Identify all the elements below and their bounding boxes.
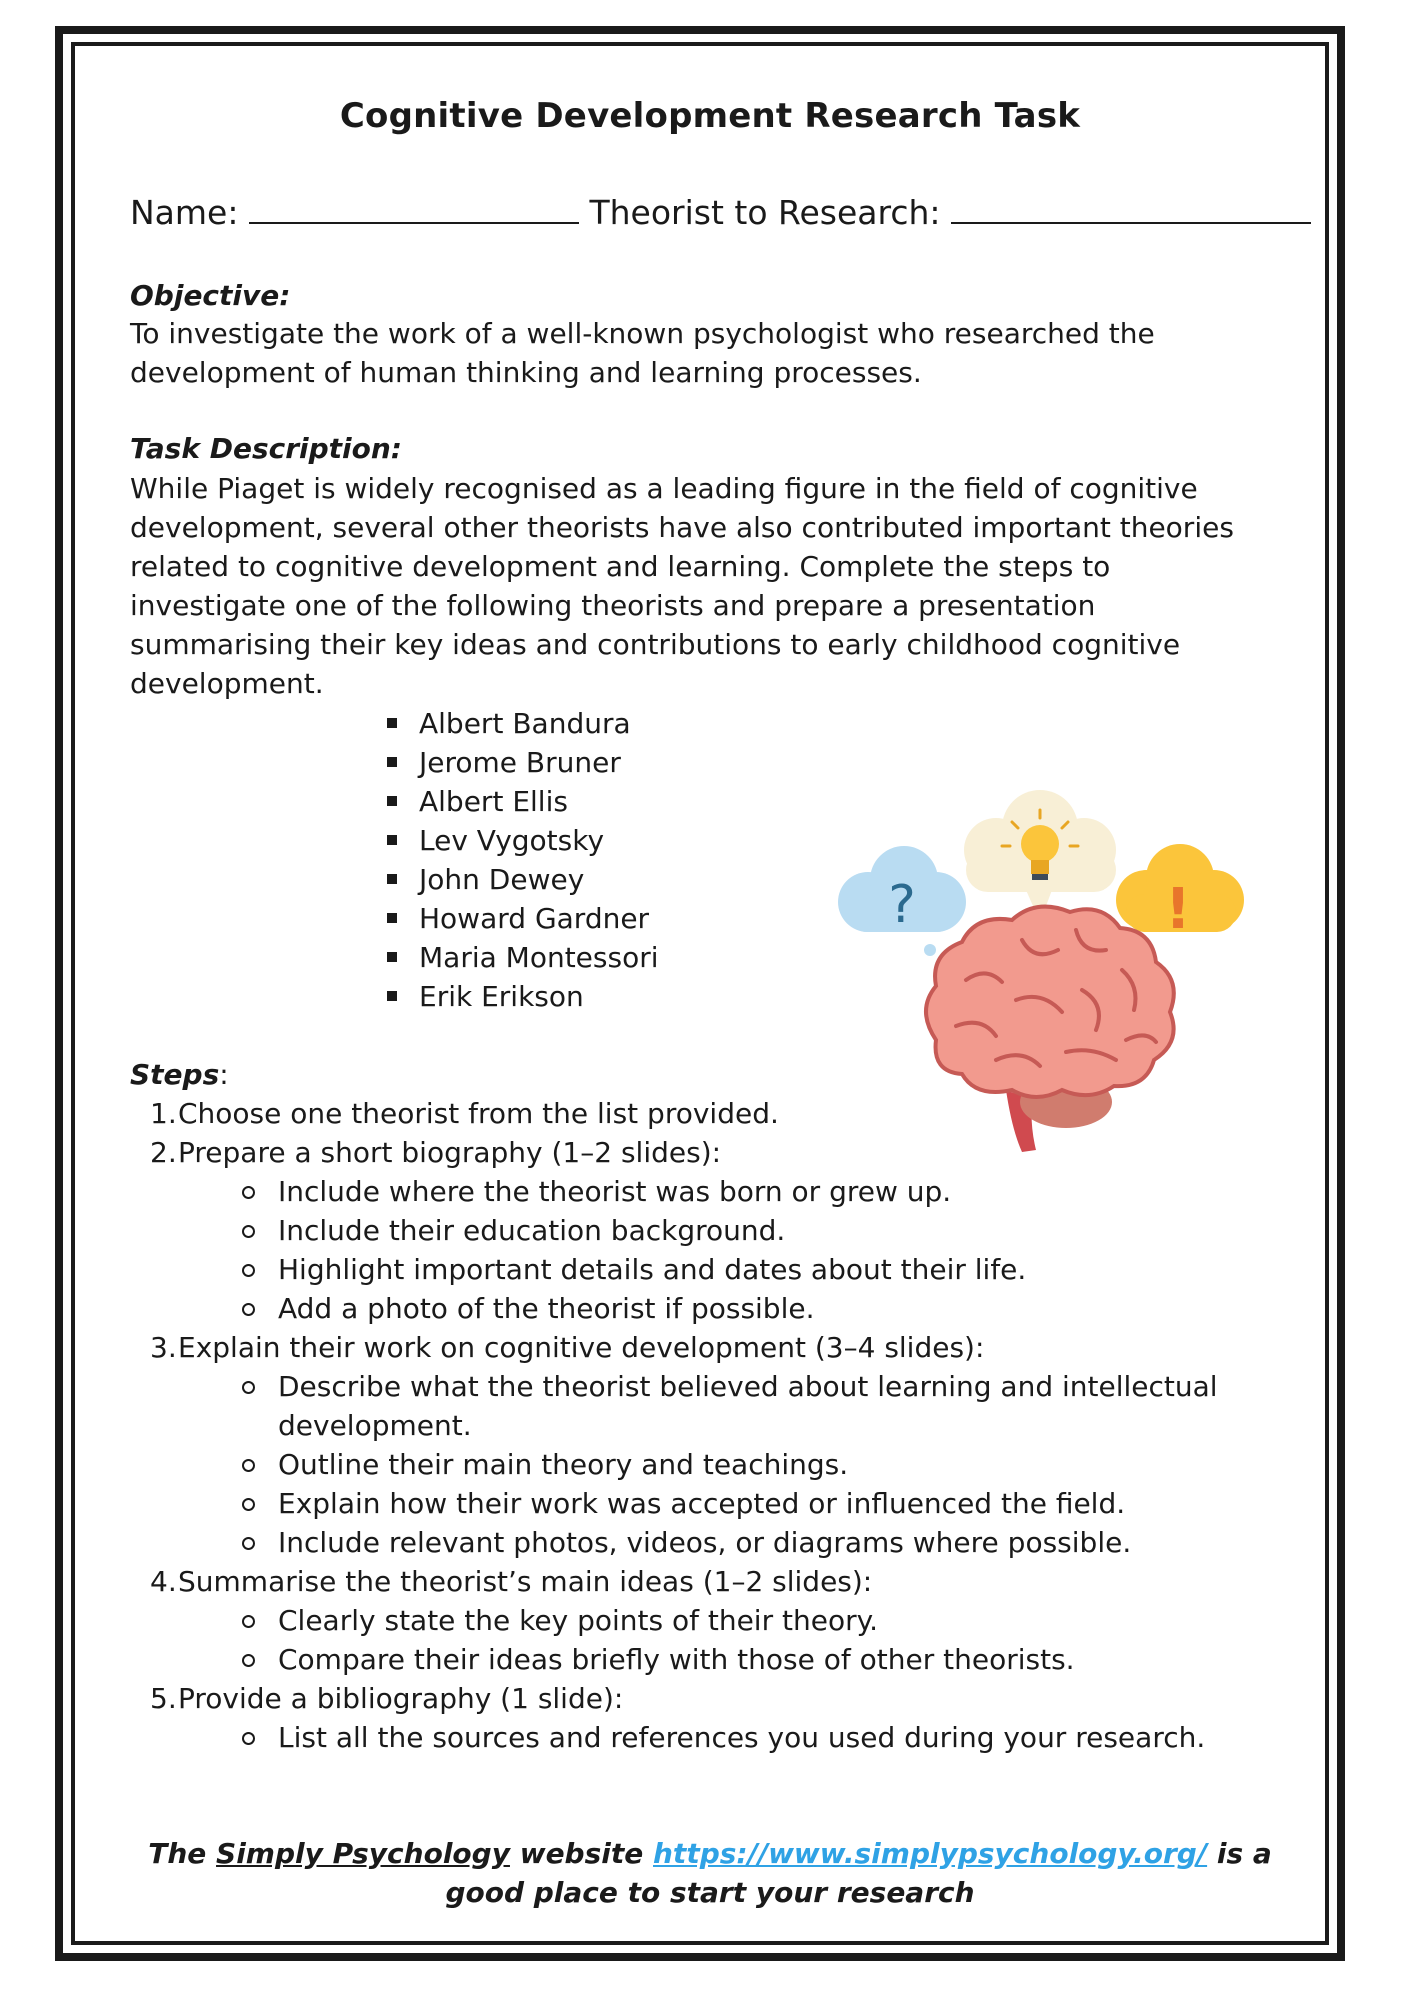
objective-heading: Objective: xyxy=(130,279,291,312)
objective-text: To investigate the work of a well-known psychologist who researched the development of human thinking and learning processes. xyxy=(130,317,1155,389)
steps-heading-line: Steps: xyxy=(130,1058,229,1091)
page-title: Cognitive Development Research Task xyxy=(339,96,1081,136)
name-blank-line[interactable] xyxy=(249,192,579,224)
footer-website-word: website xyxy=(519,1837,644,1870)
step-sublist xyxy=(178,1718,1280,1757)
step-number: 4. xyxy=(150,1565,177,1598)
step-sublist xyxy=(178,1367,1280,1562)
theorist-item: Albert Ellis xyxy=(385,782,659,821)
lightbulb-cloud xyxy=(964,790,1116,922)
step-subitem: Describe what the theorist believed about learning and intellectual development. xyxy=(178,1367,1280,1445)
step-sublist xyxy=(178,1601,1280,1679)
theorist-item: Maria Montessori xyxy=(385,938,659,977)
theorist-list xyxy=(385,704,659,1016)
step-subitem: Include relevant photos, videos, or diagrams where possible. xyxy=(178,1523,1280,1562)
footer-site-name[interactable]: Simply Psychology xyxy=(216,1837,510,1870)
theorist-item: Albert Bandura xyxy=(385,704,659,743)
step-subitem: Highlight important details and dates about their life. xyxy=(178,1250,1280,1289)
step-number: 3. xyxy=(150,1331,177,1364)
task-heading: Task Description: xyxy=(130,432,403,465)
step-subitem: Compare their ideas briefly with those of other theorists. xyxy=(178,1640,1280,1679)
brain-icon xyxy=(926,907,1174,1152)
theorist-blank-line[interactable] xyxy=(951,192,1311,224)
footer-note xyxy=(130,1834,1290,1912)
theorist-item: John Dewey xyxy=(385,860,659,899)
theorist-item: Howard Gardner xyxy=(385,899,659,938)
step-text: Explain their work on cognitive development (3–4 slides): xyxy=(178,1331,985,1364)
theorist-item: Lev Vygotsky xyxy=(385,821,659,860)
question-mark-icon: ? xyxy=(888,875,916,935)
header-fields xyxy=(130,192,1311,232)
steps-heading: Steps xyxy=(130,1058,220,1091)
step-subitem: Include where the theorist was born or grew up. xyxy=(178,1172,1280,1211)
step-subitem: Include their education background. xyxy=(178,1211,1280,1250)
step-text: Provide a bibliography (1 slide): xyxy=(178,1682,624,1715)
steps-list xyxy=(130,1094,1280,1757)
step-text: Choose one theorist from the list provided. xyxy=(178,1097,779,1130)
thinking-brain-illustration xyxy=(826,790,1266,1170)
footer-rest: is a good place to start your research xyxy=(445,1837,1272,1909)
theorist-label: Theorist to Research: xyxy=(589,193,941,232)
step-number: 5. xyxy=(150,1682,177,1715)
step-sublist xyxy=(178,1172,1280,1328)
step-number: 1. xyxy=(150,1097,177,1130)
footer-url-link[interactable]: https://www.simplypsychology.org/ xyxy=(653,1837,1208,1870)
step-subitem: Add a photo of the theorist if possible. xyxy=(178,1289,1280,1328)
step-subitem: Clearly state the key points of their theory. xyxy=(178,1601,1280,1640)
name-label: Name: xyxy=(130,193,239,232)
task-text: While Piaget is widely recognised as a leading figure in the field of cognitive development, several other theorists have also contributed important theories related to cognitive development and learning. Complete the steps to investigate one of the following theorists and prepare a presentation summarising their key ideas and contributions to early childhood cognitive development. xyxy=(130,472,1234,700)
step-subitem: Outline their main theory and teachings. xyxy=(178,1445,1280,1484)
step-subitem: Explain how their work was accepted or influenced the field. xyxy=(178,1484,1280,1523)
step-subitem: List all the sources and references you used during your research. xyxy=(178,1718,1280,1757)
theorist-item: Jerome Bruner xyxy=(385,743,659,782)
step-number: 2. xyxy=(150,1136,177,1169)
footer-the: The xyxy=(148,1837,207,1870)
step-item xyxy=(130,1328,1280,1562)
step-text: Summarise the theorist’s main ideas (1–2 slides): xyxy=(178,1565,873,1598)
step-item xyxy=(130,1679,1280,1757)
step-text: Prepare a short biography (1–2 slides): xyxy=(178,1136,722,1169)
exclamation-icon: ! xyxy=(1165,877,1191,942)
theorist-item: Erik Erikson xyxy=(385,977,659,1016)
step-item xyxy=(130,1562,1280,1679)
